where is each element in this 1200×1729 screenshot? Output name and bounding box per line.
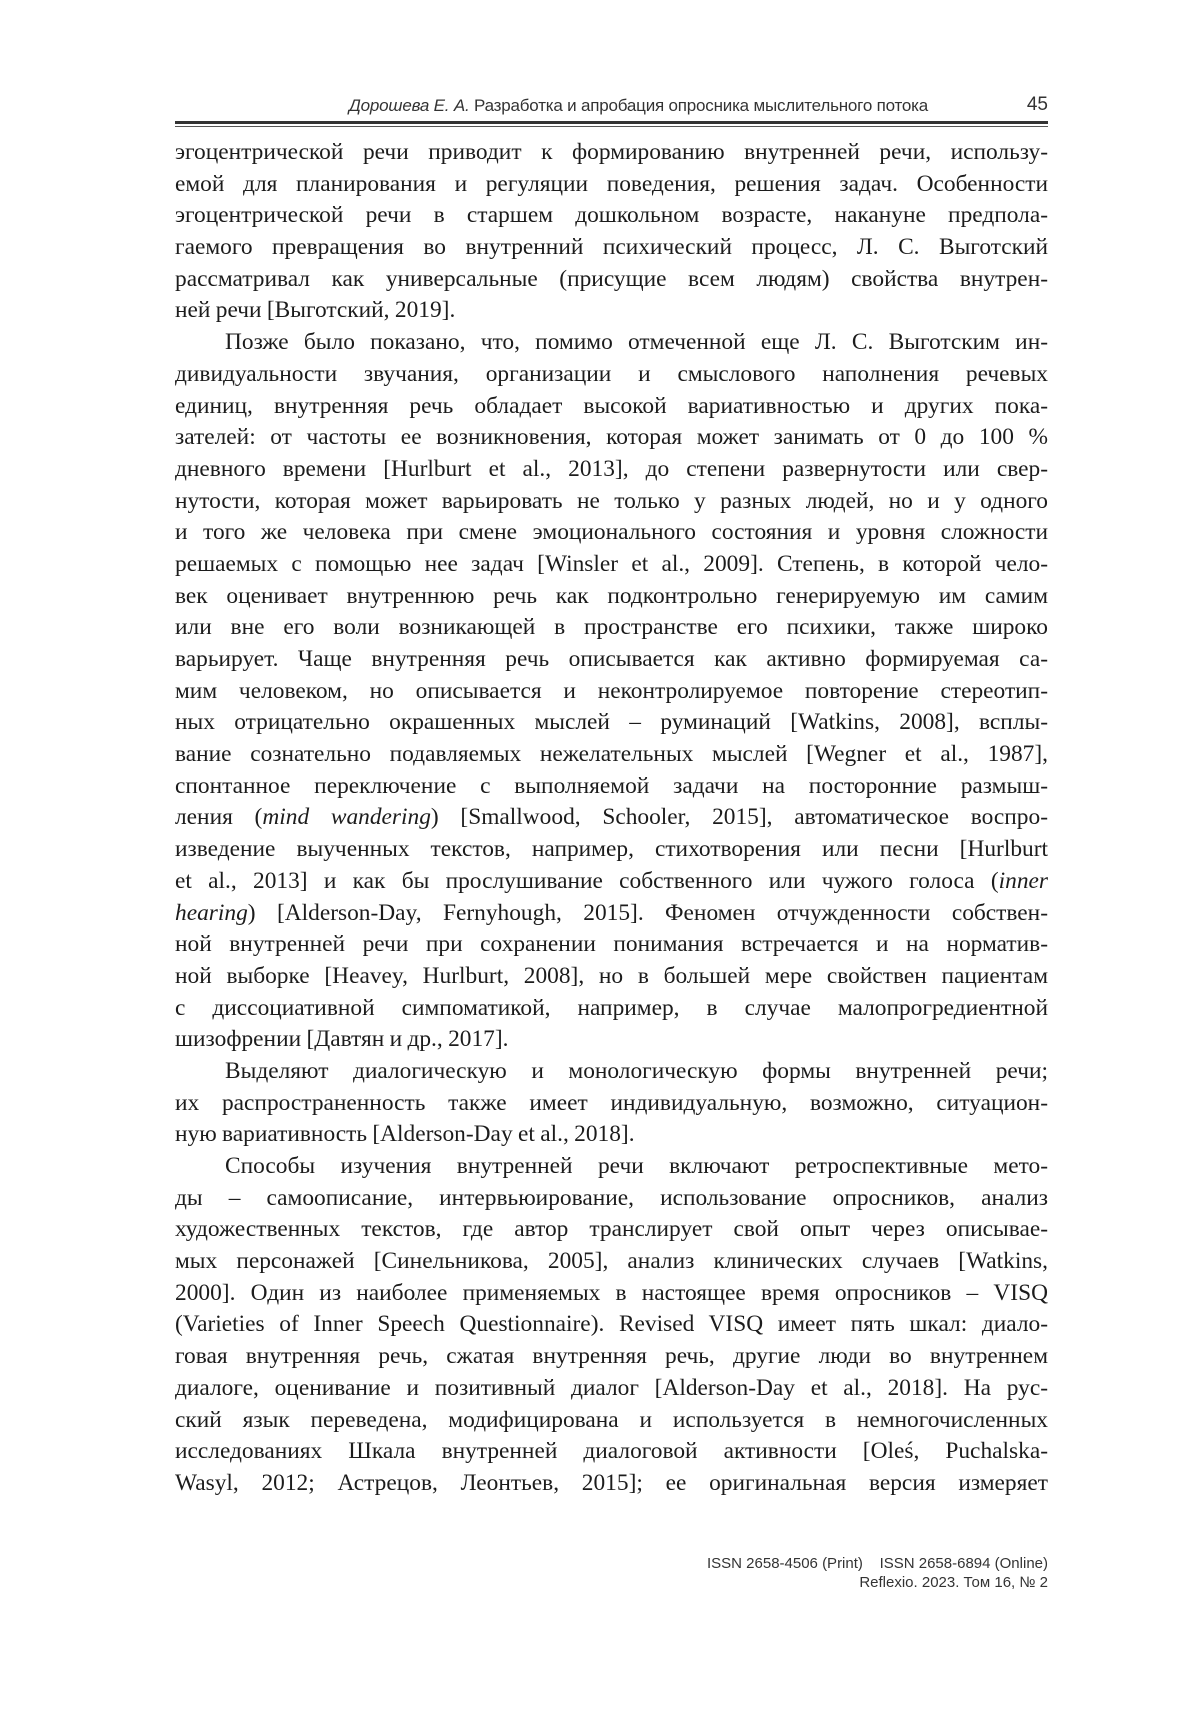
running-author: Дорошева Е. А. [349,96,470,115]
text-line [175,1436,1048,1468]
text-line [175,137,1048,169]
text-line [175,1151,1048,1183]
text-segment: Позже было показано, что, помимо отмеченной еще Л. С. Выготским ин- [225,329,1048,355]
text-line [175,517,1048,549]
text-line [175,1278,1048,1310]
text-segment: исследованиях Шкала внутренней диалоговой активности [Oleś, Puchalska- [175,1438,1048,1464]
text-segment: ) [Alderson-Day, Fernyhough, 2015]. Феномен отчужденности собствен- [248,900,1048,926]
text-segment: их распространенность также имеет индивидуальную, возможно, ситуацион- [175,1090,1048,1116]
text-line [175,802,1048,834]
text-segment: и того же человека при смене эмоционального состояния и уровня сложности [175,519,1048,545]
text-line [175,327,1048,359]
text-line [175,1119,1048,1151]
text-segment: рассматривал как универсальные (присущие всем людям) свойства внутрен- [175,266,1048,292]
text-segment: дивидуальности звучания, организации и смыслового наполнения речевых [175,361,1048,387]
text-line [175,422,1048,454]
body-text [175,137,1048,1500]
text-segment: мых персонажей [Синельникова, 2005], анализ клинических случаев [Watkins, [175,1248,1048,1274]
text-segment: век оценивает внутреннюю речь как подконтрольно генерируемую им самим [175,583,1048,609]
text-line [175,707,1048,739]
text-segment: или вне его воли возникающей в пространстве его психики, также широко [175,614,1048,640]
text-segment: емой для планирования и регуляции поведения, решения задач. Особенности [175,171,1048,197]
text-line [175,454,1048,486]
text-line [175,169,1048,201]
text-segment: ды – самоописание, интервьюирование, использование опросников, анализ [175,1185,1048,1211]
text-line [175,898,1048,930]
text-segment: гаемого превращения во внутренний психический процесс, Л. С. Выготский [175,234,1048,260]
text-segment: Wasyl, 2012; Астрецов, Леонтьев, 2015]; ее оригинальная версия измеряет [175,1470,1048,1496]
running-title [349,96,928,116]
text-segment: (Varieties of Inner Speech Questionnaire). Revised VISQ имеет пять шкал: диало- [175,1311,1048,1337]
text-segment: мим человеком, но описывается и неконтролируемое повторение стереотип- [175,678,1048,704]
text-segment: ной выборке [Heavey, Hurlburt, 2008], но в большей мере свойствен пациентам [175,963,1048,989]
text-segment: et al., 2013] и как бы прослушивание собственного или чужого голоса ( [175,868,999,894]
header-rule-thick [175,121,1048,124]
text-line [175,612,1048,644]
text-segment: вание сознательно подавляемых нежелательных мыслей [Wegner et al., 1987], [175,741,1048,767]
text-line [175,834,1048,866]
text-line [175,1405,1048,1437]
text-line [175,961,1048,993]
text-segment: ) [Smallwood, Schooler, 2015], автоматическое воспро- [431,804,1048,830]
text-line [175,993,1048,1025]
text-line [175,866,1048,898]
text-line [175,581,1048,613]
issn-line: ISSN 2658-4506 (Print) ISSN 2658-6894 (Online) [707,1554,1048,1573]
text-line [175,1309,1048,1341]
text-line [175,486,1048,518]
text-line [175,1468,1048,1500]
text-line [175,1183,1048,1215]
page-number: 45 [1027,94,1048,116]
text-segment: ней речи [Выготский, 2019]. [175,297,455,323]
text-segment: ную вариативность [Alderson-Day et al., 2018]. [175,1121,635,1147]
running-header [175,92,1048,120]
text-segment: ления ( [175,804,262,830]
text-line [175,1056,1048,1088]
text-segment: эгоцентрической речи приводит к формированию внутренней речи, использу- [175,139,1048,165]
text-segment: шизофрении [Давтян и др., 2017]. [175,1026,509,1052]
text-line [175,1024,1048,1056]
text-segment: художественных текстов, где автор транслирует свой опыт через описывае- [175,1216,1048,1242]
text-line [175,1214,1048,1246]
text-line [175,264,1048,296]
text-segment: ных отрицательно окрашенных мыслей – руминаций [Watkins, 2008], всплы- [175,709,1048,735]
text-line [175,1246,1048,1278]
journal-info: Reflexio. 2023. Том 16, № 2 [707,1573,1048,1592]
italic-term: mind wandering [262,804,431,830]
text-line [175,929,1048,961]
text-line [175,771,1048,803]
text-line [175,1088,1048,1120]
article-title: Разработка и апробация опросника мыслительного потока [474,96,928,115]
text-line [175,644,1048,676]
text-line [175,232,1048,264]
text-line [175,549,1048,581]
text-segment: Выделяют диалогическую и монологическую формы внутренней речи; [225,1058,1048,1084]
header-rule-thin [175,126,1048,127]
text-line [175,200,1048,232]
text-segment: ский язык переведена, модифицирована и используется в немногочисленных [175,1407,1048,1433]
text-segment: с диссоциативной симпоматикой, например, в случае малопрогредиентной [175,995,1048,1021]
text-line [175,295,1048,327]
text-segment: 2000]. Один из наиболее применяемых в настоящее время опросников – VISQ [175,1280,1048,1306]
text-segment: решаемых с помощью нее задач [Winsler et al., 2009]. Степень, в которой чело- [175,551,1048,577]
text-segment: зателей: от частоты ее возникновения, которая может занимать от 0 до 100 % [175,424,1048,450]
text-segment: эгоцентрической речи в старшем дошкольном возрасте, накануне предпола- [175,202,1048,228]
text-line [175,676,1048,708]
text-line [175,1373,1048,1405]
text-segment: спонтанное переключение с выполняемой задачи на посторонние размыш- [175,773,1048,799]
italic-term: hearing [175,900,248,926]
text-segment: говая внутренняя речь, сжатая внутренняя речь, другие люди во внутреннем [175,1343,1048,1369]
text-line [175,391,1048,423]
text-line [175,1341,1048,1373]
page-footer [707,1554,1048,1592]
text-segment: ной внутренней речи при сохранении понимания встречается и на норматив- [175,931,1048,957]
text-line [175,739,1048,771]
text-line [175,359,1048,391]
text-segment: нутости, которая может варьировать не только у разных людей, но и у одного [175,488,1048,514]
text-segment: единиц, внутренняя речь обладает высокой вариативностью и других пока- [175,393,1048,419]
text-segment: дневного времени [Hurlburt et al., 2013], до степени развернутости или свер- [175,456,1048,482]
text-segment: диалоге, оценивание и позитивный диалог [Alderson-Day et al., 2018]. На рус- [175,1375,1048,1401]
italic-term: inner [999,868,1048,894]
text-segment: варьирует. Чаще внутренняя речь описывается как активно формируемая са- [175,646,1048,672]
text-segment: изведение выученных текстов, например, стихотворения или песни [Hurlburt [175,836,1048,862]
text-segment: Способы изучения внутренней речи включают ретроспективные мето- [225,1153,1048,1179]
